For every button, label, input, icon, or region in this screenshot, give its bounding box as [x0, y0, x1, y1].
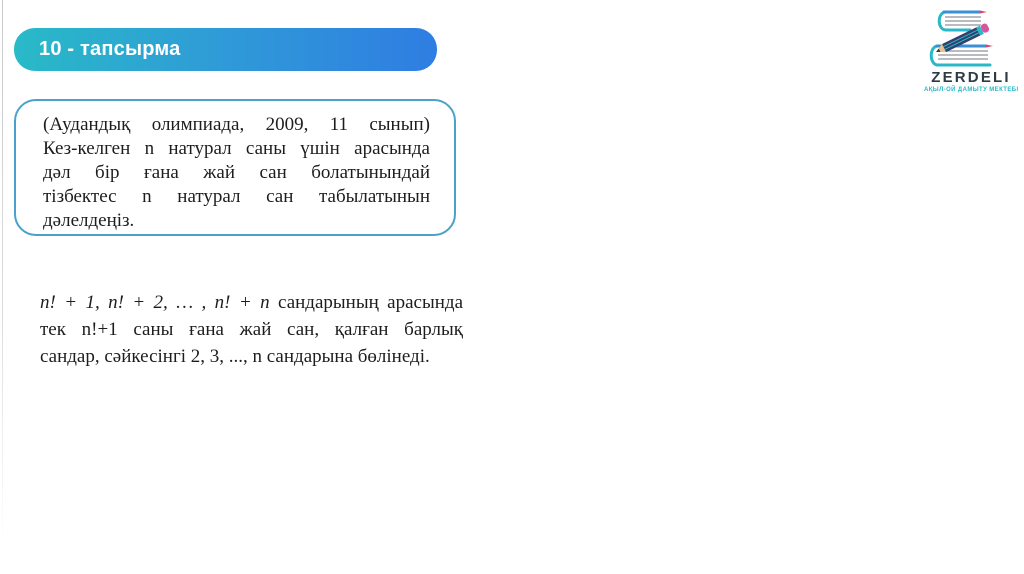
zerdeli-logo [924, 8, 1018, 93]
problem-text-line: дәл бір ғана жай сан болатынындай [43, 162, 430, 183]
logo-tagline-text: АҚЫЛ-ОЙ ДАМЫТУ МЕКТЕБІ [924, 87, 1019, 93]
math-expression: n! + 1, n! + 2, … , n! + n [40, 292, 270, 313]
left-edge-divider [2, 0, 3, 574]
task-title-label: 10 - тапсырма [39, 38, 181, 60]
solution-line: сандар, сәйкесінгі 2, 3, ..., n сандарына бөлінеді. [40, 346, 430, 367]
solution-line-text: сандарының арасында [278, 292, 463, 313]
solution-line: тек n!+1 саны ғана жай сан, қалған барлық [40, 319, 463, 340]
books-pencil-logo-icon [924, 8, 1018, 68]
problem-statement-box [14, 99, 456, 236]
solution-paragraph [40, 289, 463, 370]
problem-text-line: Кез-келген n натурал саны үшін арасында [43, 138, 430, 159]
problem-source-line: (Аудандық олимпиада, 2009, 11 сынып) [43, 114, 430, 135]
logo-brand-text: ZERDELI [931, 69, 1011, 86]
task-title-badge [14, 28, 437, 71]
solution-line [40, 289, 463, 316]
problem-text-line: дәлелдеңіз. [43, 210, 135, 231]
problem-text-line: тізбектес n натурал сан табылатынын [43, 186, 430, 207]
